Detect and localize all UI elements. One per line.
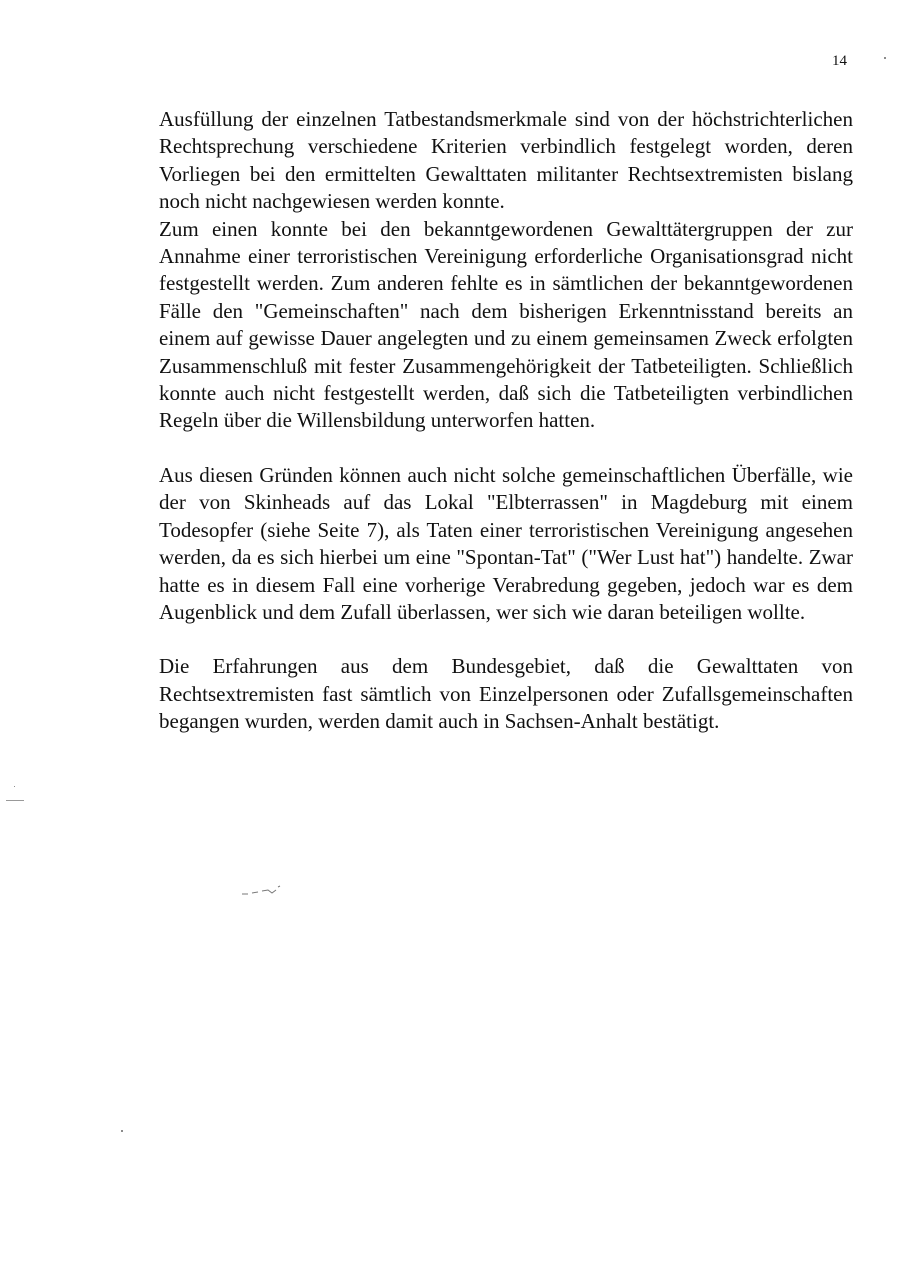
paragraph-2: Zum einen konnte bei den bekanntgewordenen Gewalttätergruppen der zur Annahme einer terroristischen Vereinigung erforderliche Organisationsgrad nicht festgestellt werden. Zum anderen fehlte es in sämtlichen der bekanntgewordenen Fälle den "Gemeinschaften" nach dem bisherigen Erkenntnisstand bereits an einem auf gewisse Dauer angelegten und zu einem gemeinsamen Zweck erfolgten Zusammenschluß mit fester Zusammengehörigkeit der Tatbeteiligten. Schließlich konnte auch nicht festgestellt werden, daß sich die Tatbeteiligten verbindlichen Regeln über die Willensbildung unterworfen hatten.	[159, 216, 853, 433]
paragraph-4: Die Erfahrungen aus dem Bundesgebiet, daß die Gewalttaten von Rechtsextremisten fast sämtlich von Einzelpersonen oder Zufallsgemeinschaften begangen wurden, werden damit auch in Sachsen-Anhalt bestätigt.	[159, 654, 853, 734]
scan-speck	[14, 786, 15, 787]
document-body	[159, 106, 853, 736]
paragraph-1: Ausfüllung der einzelnen Tatbestandsmerkmale sind von der höchstrichterlichen Rechtsprechung verschiedene Kriterien verbindlich festgelegt worden, deren Vorliegen bei den ermittelten Gewalttaten militanter Rechtsextremisten bislang noch nicht nachgewiesen werden konnte.	[159, 107, 853, 214]
scan-speck	[121, 1130, 123, 1132]
scan-speck	[884, 57, 886, 59]
paragraph-3: Aus diesen Gründen können auch nicht solche gemeinschaftlichen Überfälle, wie der von Skinheads auf das Lokal "Elbterrassen" in Magdeburg mit einem Todesopfer (siehe Seite 7), als Taten einer terroristischen Vereinigung angesehen werden, da es sich hierbei um eine "Spontan-Tat" ("Wer Lust hat") handelte. Zwar hatte es in diesem Fall eine vorherige Verabredung gegeben, jedoch war es dem Augenblick und dem Zufall überlassen, wer sich wie daran beteiligen wollte.	[159, 462, 853, 624]
scan-mark	[240, 884, 284, 898]
scan-speck	[6, 800, 24, 801]
page-number: 14	[832, 53, 847, 69]
